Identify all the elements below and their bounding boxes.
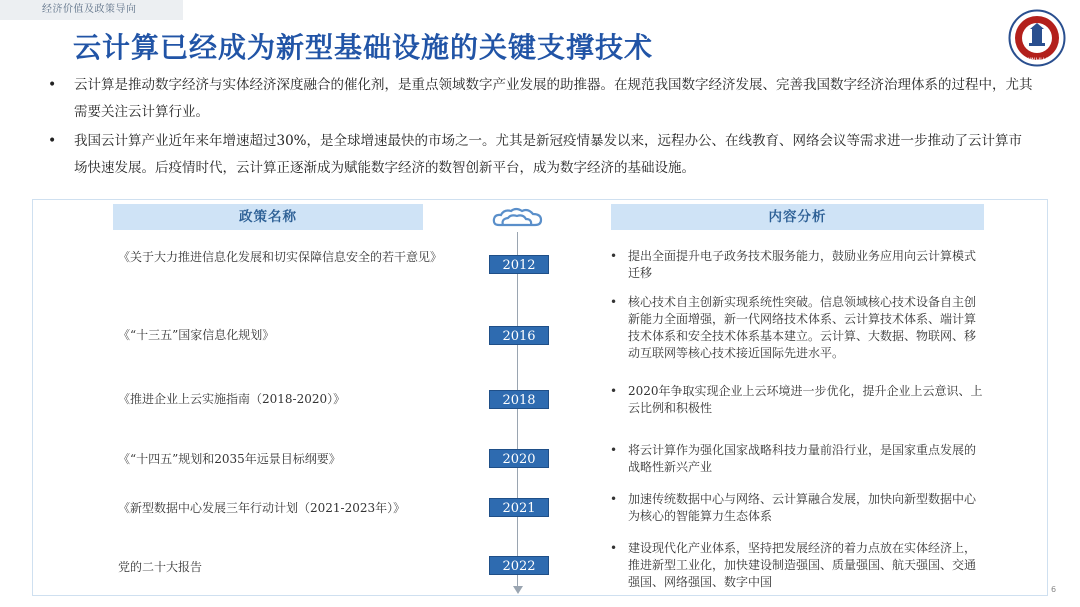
intro-bullets: [48, 72, 1033, 184]
analysis-text: 核心技术自主创新实现系统性突破。信息领域核心技术设备自主创新能力全面增强，新一代网络技术体系、云计算技术体系、端计算技术体系和安全技术体系基本建立。云计算、大数据、物联网、移动互联网等核心技术接近国际先进水平。: [628, 295, 977, 360]
cloud-icon: [489, 206, 547, 232]
policy-name: 《“十四五”规划和2035年远景目标纲要》: [118, 452, 341, 466]
logo-text: XINHUA: [1025, 57, 1049, 64]
year-badge: 2021: [489, 498, 549, 517]
analysis-text: 提出全面提升电子政务技术服务能力，鼓励业务应用向云计算模式迁移: [628, 249, 977, 280]
analysis-text: 将云计算作为强化国家战略科技力量前沿行业，是国家重点发展的战略性新兴产业: [628, 443, 977, 474]
analysis-item: [610, 491, 985, 525]
policy-name: 《新型数据中心发展三年行动计划（2021-2023年）》: [118, 501, 406, 515]
analysis-item: [610, 294, 985, 362]
page-number: 6: [1051, 585, 1057, 594]
xinhua-logo-icon: [1008, 9, 1066, 67]
bullet-text: 我国云计算产业近年来年增速超过30%，是全球增速最快的市场之一。尤其是新冠疫情暴发以来，远程办公、在线教育、网络会议等需求进一步推动了云计算市场快速发展。后疫情时代，云计算正逐渐成为赋能数字经济的数智创新平台，成为数字经济的基础设施。: [74, 133, 1023, 176]
bullet-item: [48, 72, 1033, 125]
bullet-dot: •: [48, 133, 57, 149]
bullet-dot: •: [48, 77, 57, 93]
year-badge: 2022: [489, 556, 549, 575]
analysis-text: 建设现代化产业体系，坚持把发展经济的着力点放在实体经济上，推进新型工业化，加快建设制造强国、质量强国、航天强国、交通强国、网络强国、数字中国: [628, 541, 977, 589]
bullet-dot: •: [610, 541, 618, 555]
bullet-dot: •: [610, 443, 618, 457]
analysis-item: [610, 442, 985, 476]
timeline-arrow-icon: [513, 586, 523, 594]
bullet-dot: •: [610, 249, 618, 263]
bullet-dot: •: [610, 492, 618, 506]
analysis-column-header: 内容分析: [611, 204, 984, 230]
analysis-item: [610, 248, 985, 282]
analysis-text: 加速传统数据中心与网络、云计算融合发展，加快向新型数据中心为核心的智能算力生态体系: [628, 492, 977, 523]
page-title: 云计算已经成为新型基础设施的关键支撑技术: [73, 31, 654, 64]
policy-column-header: 政策名称: [113, 204, 423, 230]
year-badge: 2020: [489, 449, 549, 468]
policy-name: 《“十三五”国家信息化规划》: [118, 328, 275, 342]
bullet-text: 云计算是推动数字经济与实体经济深度融合的催化剂，是重点领域数字产业发展的助推器。在规范我国数字经济发展、完善我国数字经济治理体系的过程中，尤其需要关注云计算行业。: [74, 77, 1033, 120]
policy-name: 《推进企业上云实施指南（2018-2020）》: [118, 392, 346, 406]
analysis-text: 2020年争取实现企业上云环境进一步优化，提升企业上云意识、上云比例和积极性: [628, 384, 983, 415]
policy-name: 党的二十大报告: [118, 560, 203, 574]
year-badge: 2016: [489, 326, 549, 345]
policy-name: 《关于大力推进信息化发展和切实保障信息安全的若干意见》: [118, 250, 443, 264]
year-badge: 2018: [489, 390, 549, 409]
bullet-dot: •: [610, 295, 618, 309]
bullet-item: [48, 128, 1033, 181]
analysis-item: [610, 383, 985, 417]
bullet-dot: •: [610, 384, 618, 398]
section-tag: 经济价值及政策导向: [0, 0, 183, 20]
year-badge: 2012: [489, 255, 549, 274]
analysis-item: [610, 540, 985, 591]
